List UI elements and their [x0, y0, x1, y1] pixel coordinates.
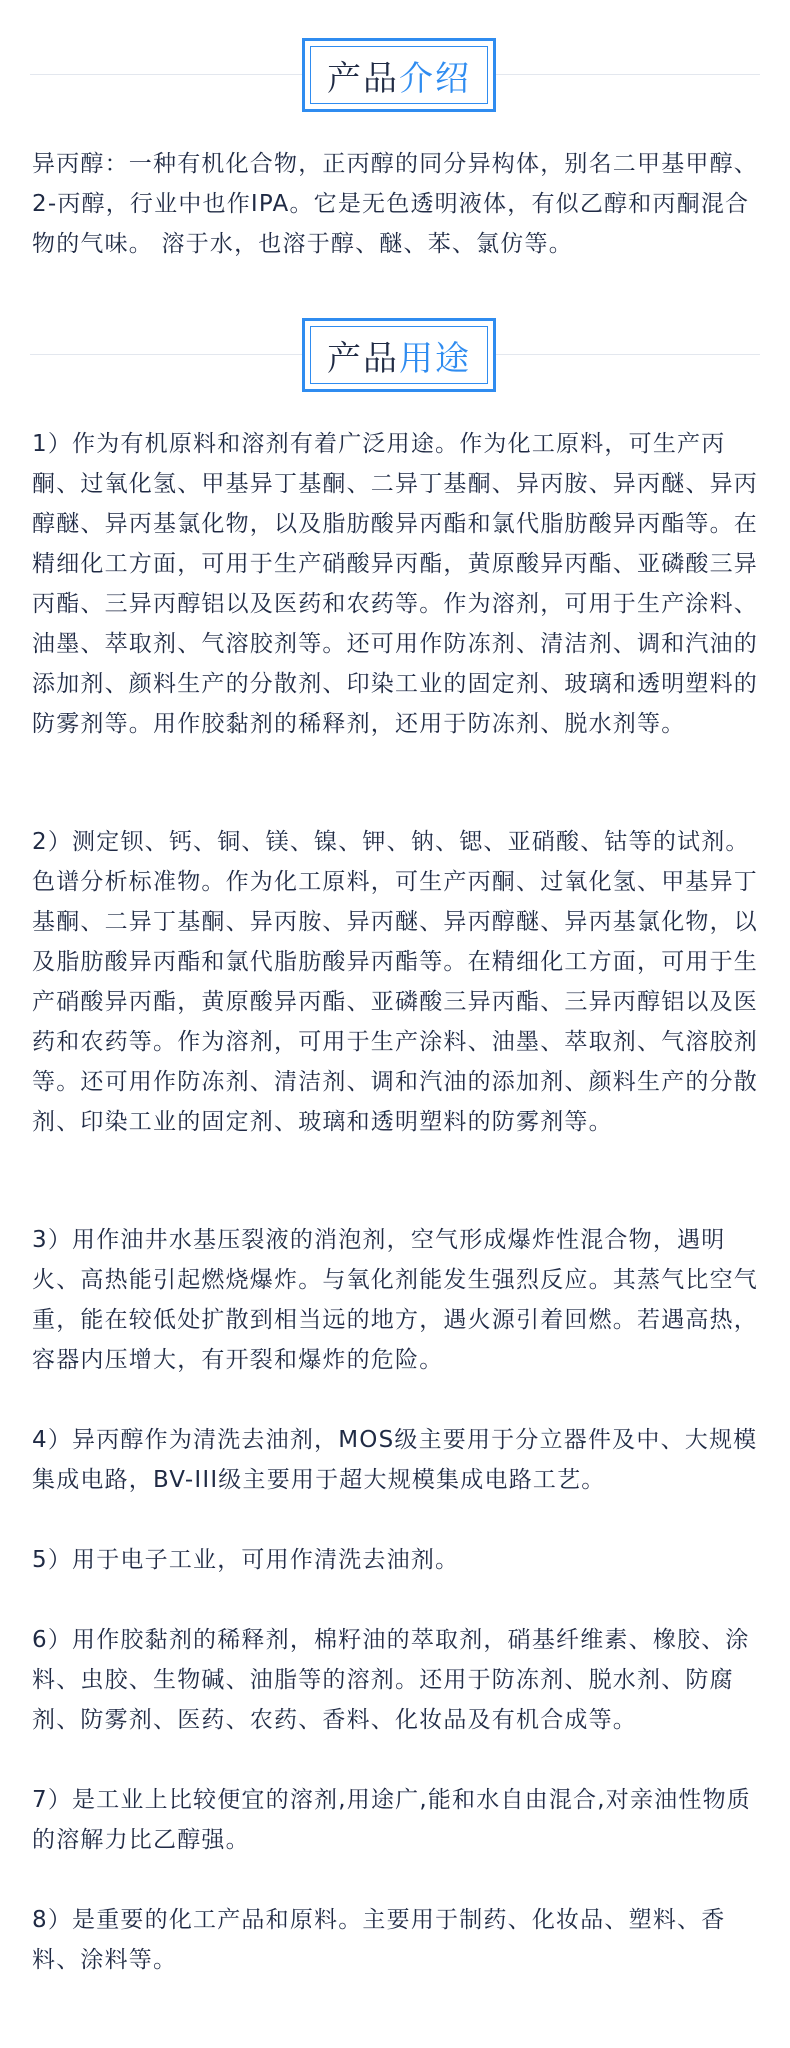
uses-title: [310, 326, 488, 384]
intro-title: [310, 46, 488, 104]
uses-title-frame: [302, 318, 496, 392]
divider-line: [494, 354, 760, 355]
divider-line: [30, 74, 310, 75]
uses-item-2: 2）测定钡、钙、铜、镁、镍、钾、钠、锶、亚硝酸、钴等的试剂。色谱分析标准物。作为化工原料，可生产丙酮、过氧化氢、甲基异丁基酮、二异丁基酮、异丙胺、异丙醚、异丙醇醚、异丙基氯化物，以及脂肪酸异丙酯和氯代脂肪酸异丙酯等。在精细化工方面，可用于生产硝酸异丙酯，黄原酸异丙酯、亚磷酸三异丙酯、三异丙醇铝以及医药和农药等。作为溶剂，可用于生产涂料、油墨、萃取剂、气溶胶剂等。还可用作防冻剂、清洁剂、调和汽油的添加剂、颜料生产的分散剂、印染工业的固定剂、玻璃和透明塑料的防雾剂等。: [32, 829, 758, 1135]
uses-item-8: 8）是重要的化工产品和原料。主要用于制药、化妆品、塑料、香料、涂料等。: [32, 1907, 726, 1973]
intro-title-dark: 产品: [327, 58, 399, 99]
divider-line: [494, 74, 760, 75]
intro-title-blue: 介绍: [399, 58, 471, 99]
intro-paragraph: 异丙醇：一种有机化合物，正丙醇的同分异构体，别名二甲基甲醇、2-丙醇，行业中也作IPA。它是无色透明液体，有似乙醇和丙酮混合物的气味。 溶于水，也溶于醇、醚、苯、氯仿等。: [32, 151, 758, 257]
uses-section-header: [0, 318, 790, 392]
uses-item-4: 4）异丙醇作为清洗去油剂，MOS级主要用于分立器件及中、大规模集成电路，BV-III级主要用于超大规模集成电路工艺。: [32, 1427, 758, 1493]
uses-item-3: 3）用作油井水基压裂液的消泡剂，空气形成爆炸性混合物，遇明火、高热能引起燃烧爆炸。与氧化剂能发生强烈反应。其蒸气比空气重，能在较低处扩散到相当远的地方，遇火源引着回燃。若遇高热，容器内压增大，有开裂和爆炸的危险。: [32, 1227, 758, 1373]
intro-section-header: [0, 38, 790, 112]
uses-item-7: 7）是工业上比较便宜的溶剂,用途广,能和水自由混合,对亲油性物质的溶解力比乙醇强。: [32, 1787, 751, 1853]
uses-title-dark: 产品: [327, 338, 399, 379]
uses-title-blue: 用途: [399, 338, 471, 379]
uses-item-1: 1）作为有机原料和溶剂有着广泛用途。作为化工原料，可生产丙酮、过氧化氢、甲基异丁基酮、二异丁基酮、异丙胺、异丙醚、异丙醇醚、异丙基氯化物，以及脂肪酸异丙酯和氯代脂肪酸异丙酯等。在精细化工方面，可用于生产硝酸异丙酯，黄原酸异丙酯、亚磷酸三异丙酯、三异丙醇铝以及医药和农药等。作为溶剂，可用于生产涂料、油墨、萃取剂、气溶胶剂等。还可用作防冻剂、清洁剂、调和汽油的添加剂、颜料生产的分散剂、印染工业的固定剂、玻璃和透明塑料的防雾剂等。用作胶黏剂的稀释剂，还用于防冻剂、脱水剂等。: [32, 431, 758, 737]
uses-item-5: 5）用于电子工业，可用作清洗去油剂。: [32, 1547, 460, 1573]
divider-line: [30, 354, 310, 355]
intro-title-frame: [302, 38, 496, 112]
uses-item-6: 6）用作胶黏剂的稀释剂，棉籽油的萃取剂，硝基纤维素、橡胶、涂料、虫胶、生物碱、油脂等的溶剂。还用于防冻剂、脱水剂、防腐剂、防雾剂、医药、农药、香料、化妆品及有机合成等。: [32, 1627, 750, 1733]
